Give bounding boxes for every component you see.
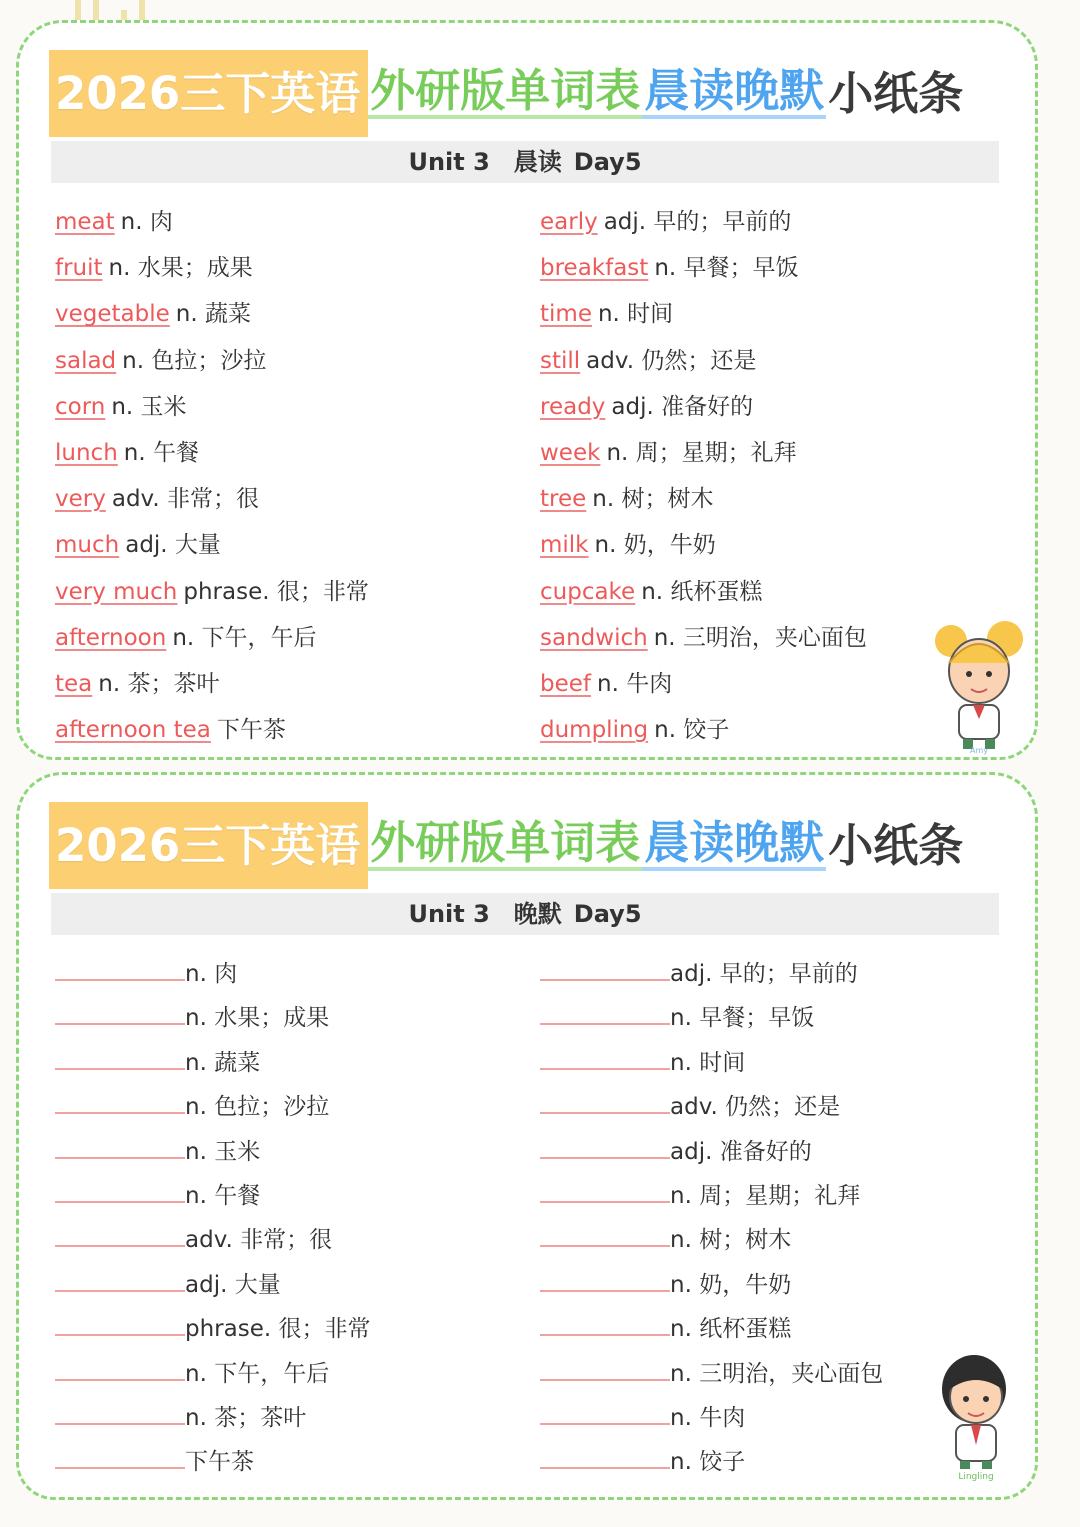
- vocab-definition: n. 饺子: [654, 717, 730, 744]
- dictation-definition: adv. 仍然；还是: [670, 1094, 841, 1121]
- dictation-row: [55, 1443, 370, 1487]
- unit-label: Unit 3: [408, 148, 490, 176]
- dictation-row: [55, 1088, 370, 1132]
- vocab-row: [540, 526, 867, 572]
- dictation-row: [540, 1399, 883, 1443]
- answer-blank[interactable]: [540, 1357, 670, 1381]
- vocab-word: fruit: [55, 255, 103, 282]
- dictation-definition: adj. 大量: [185, 1271, 281, 1298]
- day-label: Day5: [573, 900, 642, 928]
- dictation-definition: n. 下午，午后: [185, 1360, 330, 1387]
- vocab-row: [55, 619, 369, 665]
- vocab-definition: adj. 早的；早前的: [603, 209, 792, 235]
- vocab-word: sandwich: [540, 624, 648, 651]
- dictation-row: [540, 999, 883, 1043]
- answer-blank[interactable]: [540, 1445, 670, 1469]
- answer-blank[interactable]: [55, 1046, 185, 1070]
- vocab-word: much: [55, 532, 120, 559]
- vocab-definition: adv. 仍然；还是: [586, 347, 757, 374]
- answer-blank[interactable]: [540, 1223, 670, 1247]
- dictation-row: [540, 1355, 883, 1399]
- svg-text:Amy: Amy: [970, 746, 988, 755]
- dictation-definition: n. 早餐；早饭: [670, 1005, 815, 1032]
- vocab-row: [540, 665, 867, 711]
- answer-blank[interactable]: [540, 1401, 670, 1425]
- vocab-word: afternoon: [55, 624, 167, 651]
- vocab-word: beef: [540, 670, 591, 697]
- vocab-word: lunch: [55, 439, 118, 466]
- vocab-row: [540, 295, 867, 341]
- dictation-row: [55, 1310, 370, 1354]
- answer-blank[interactable]: [540, 1135, 670, 1159]
- vocab-word: salad: [55, 347, 117, 374]
- vocab-word: ready: [540, 393, 606, 420]
- dictation-row: [55, 1355, 370, 1399]
- dictation-definition: n. 三明治，夹心面包: [670, 1360, 884, 1387]
- vocab-row: [540, 249, 867, 295]
- evening-dictation-card: [16, 772, 1038, 1500]
- dictation-row: [55, 1221, 370, 1265]
- vocab-row: [55, 388, 369, 434]
- svg-text:Lingling: Lingling: [958, 1472, 994, 1481]
- vocab-row: [55, 342, 369, 388]
- answer-blank[interactable]: [540, 1268, 670, 1292]
- vocab-word: still: [540, 347, 581, 374]
- dictation-row: [55, 1044, 370, 1088]
- vocab-definition: 下午茶: [216, 717, 286, 744]
- section-header: [51, 141, 999, 183]
- vocab-definition: n. 三明治，夹心面包: [653, 624, 867, 651]
- answer-blank[interactable]: [55, 1135, 185, 1159]
- title-part-4: 小纸条: [828, 818, 964, 872]
- vocab-row: [55, 665, 369, 711]
- dictation-row: [540, 1443, 883, 1487]
- answer-blank[interactable]: [540, 1179, 670, 1203]
- answer-blank[interactable]: [55, 957, 185, 981]
- dictation-row: [540, 1266, 883, 1310]
- vocab-row: [55, 295, 369, 341]
- vocab-row: [55, 480, 369, 526]
- card-title: [49, 801, 963, 889]
- vocab-row: [540, 711, 867, 757]
- answer-blank[interactable]: [55, 1001, 185, 1025]
- dictation-definition: adj. 早的；早前的: [670, 961, 858, 987]
- lingling-character-icon: [924, 1341, 1024, 1481]
- vocab-definition: n. 下午，午后: [172, 624, 317, 651]
- dictation-row: [540, 1221, 883, 1265]
- dictation-definition: n. 牛肉: [670, 1404, 746, 1431]
- day-label: Day5: [573, 148, 642, 176]
- vocab-definition: n. 茶；茶叶: [98, 670, 220, 697]
- vocab-row: [540, 480, 867, 526]
- vocab-word: very much: [55, 578, 178, 605]
- vocab-row: [540, 619, 867, 665]
- answer-blank[interactable]: [540, 1090, 670, 1114]
- dictation-list-right: [540, 955, 883, 1488]
- card-title: [49, 49, 963, 137]
- answer-blank[interactable]: [540, 957, 670, 981]
- vocab-row: [55, 203, 369, 249]
- vocab-row: [540, 573, 867, 619]
- dictation-definition: n. 纸杯蛋糕: [670, 1316, 792, 1343]
- vocab-word: week: [540, 439, 601, 466]
- answer-blank[interactable]: [55, 1179, 185, 1203]
- vocab-word: milk: [540, 532, 589, 559]
- dictation-definition: n. 肉: [185, 961, 238, 987]
- vocab-word: early: [540, 209, 598, 235]
- dictation-definition: n. 水果；成果: [185, 1005, 330, 1032]
- vocab-word: tree: [540, 486, 587, 513]
- vocab-definition: n. 午餐: [123, 439, 199, 466]
- vocab-definition: n. 时间: [597, 301, 674, 328]
- answer-blank[interactable]: [55, 1445, 185, 1469]
- vocab-definition: n. 牛肉: [597, 670, 673, 697]
- dictation-list-left: [55, 955, 370, 1488]
- vocab-definition: adj. 大量: [125, 532, 221, 559]
- dictation-row: [540, 955, 883, 999]
- vocab-word: breakfast: [540, 255, 649, 282]
- answer-blank[interactable]: [540, 1001, 670, 1025]
- dictation-row: [55, 1177, 370, 1221]
- vocab-list-left: [55, 203, 369, 757]
- vocab-word: corn: [55, 393, 106, 420]
- vocab-definition: n. 水果；成果: [108, 255, 253, 282]
- vocab-definition: phrase. 很；非常: [183, 578, 369, 605]
- section-header: [51, 893, 999, 935]
- vocab-row: [540, 342, 867, 388]
- vocab-row: [55, 573, 369, 619]
- dictation-row: [540, 1177, 883, 1221]
- vocab-definition: n. 肉: [120, 209, 173, 235]
- dictation-definition: n. 周；星期；礼拜: [670, 1182, 861, 1209]
- vocab-row: [55, 711, 369, 757]
- dictation-definition: 下午茶: [185, 1449, 254, 1476]
- mode-label: 晨读: [513, 148, 562, 176]
- vocab-definition: adv. 非常；很: [111, 486, 259, 513]
- amy-character-icon: [929, 619, 1029, 755]
- dictation-definition: n. 蔬菜: [185, 1049, 261, 1076]
- title-part-3: 晨读晚默: [644, 63, 825, 117]
- dictation-row: [55, 1133, 370, 1177]
- unit-label: Unit 3: [408, 900, 490, 928]
- vocab-word: time: [540, 301, 592, 328]
- dictation-definition: n. 奶，牛奶: [670, 1271, 792, 1298]
- dictation-row: [540, 1088, 883, 1132]
- title-part-4: 小纸条: [828, 66, 964, 120]
- vocab-definition: n. 早餐；早饭: [654, 255, 799, 282]
- dictation-row: [55, 999, 370, 1043]
- vocab-definition: n. 树；树木: [592, 486, 714, 513]
- vocab-row: [55, 526, 369, 572]
- vocab-word: cupcake: [540, 578, 636, 605]
- vocab-word: very: [55, 486, 106, 513]
- dictation-definition: n. 玉米: [185, 1138, 261, 1165]
- dictation-row: [55, 1399, 370, 1443]
- vocab-definition: n. 奶，牛奶: [594, 532, 716, 559]
- vocab-definition: n. 纸杯蛋糕: [641, 578, 763, 605]
- dictation-definition: adj. 准备好的: [670, 1138, 812, 1165]
- vocab-row: [55, 249, 369, 295]
- dictation-row: [540, 1044, 883, 1088]
- title-part-1: 2026三下英语: [49, 50, 368, 137]
- vocab-word: afternoon tea: [55, 717, 211, 744]
- title-part-2: 外研版单词表: [370, 815, 641, 869]
- vocab-definition: n. 周；星期；礼拜: [606, 439, 797, 466]
- dictation-definition: n. 时间: [670, 1049, 746, 1076]
- dictation-row: [540, 1310, 883, 1354]
- answer-blank[interactable]: [55, 1401, 185, 1425]
- vocab-definition: n. 色拉；沙拉: [122, 347, 267, 374]
- title-part-3: 晨读晚默: [644, 815, 825, 869]
- dictation-definition: n. 色拉；沙拉: [185, 1094, 330, 1121]
- vocab-row: [55, 434, 369, 480]
- answer-blank[interactable]: [55, 1223, 185, 1247]
- vocab-row: [540, 203, 867, 249]
- vocab-row: [540, 388, 867, 434]
- morning-reading-card: [16, 20, 1038, 760]
- title-part-1: 2026三下英语: [49, 802, 368, 889]
- dictation-row: [55, 955, 370, 999]
- vocab-word: dumpling: [540, 717, 649, 744]
- dictation-definition: n. 午餐: [185, 1182, 261, 1209]
- dictation-row: [540, 1133, 883, 1177]
- title-part-2: 外研版单词表: [370, 63, 641, 117]
- vocab-word: tea: [55, 670, 93, 697]
- answer-blank[interactable]: [55, 1357, 185, 1381]
- vocab-definition: n. 蔬菜: [175, 301, 251, 328]
- dictation-definition: phrase. 很；非常: [185, 1316, 371, 1343]
- vocab-word: meat: [55, 209, 115, 235]
- vocab-word: vegetable: [55, 301, 170, 328]
- dictation-definition: adv. 非常；很: [185, 1227, 333, 1254]
- answer-blank[interactable]: [540, 1312, 670, 1336]
- mode-label: 晚默: [513, 900, 562, 928]
- vocab-list-right: [540, 203, 867, 757]
- answer-blank[interactable]: [55, 1268, 185, 1292]
- dictation-definition: n. 茶；茶叶: [185, 1404, 307, 1431]
- dictation-definition: n. 饺子: [670, 1449, 746, 1476]
- dictation-definition: n. 树；树木: [670, 1227, 792, 1254]
- dictation-row: [55, 1266, 370, 1310]
- vocab-definition: adj. 准备好的: [611, 393, 754, 420]
- vocab-definition: n. 玉米: [111, 393, 187, 420]
- answer-blank[interactable]: [540, 1046, 670, 1070]
- answer-blank[interactable]: [55, 1312, 185, 1336]
- vocab-row: [540, 434, 867, 480]
- answer-blank[interactable]: [55, 1090, 185, 1114]
